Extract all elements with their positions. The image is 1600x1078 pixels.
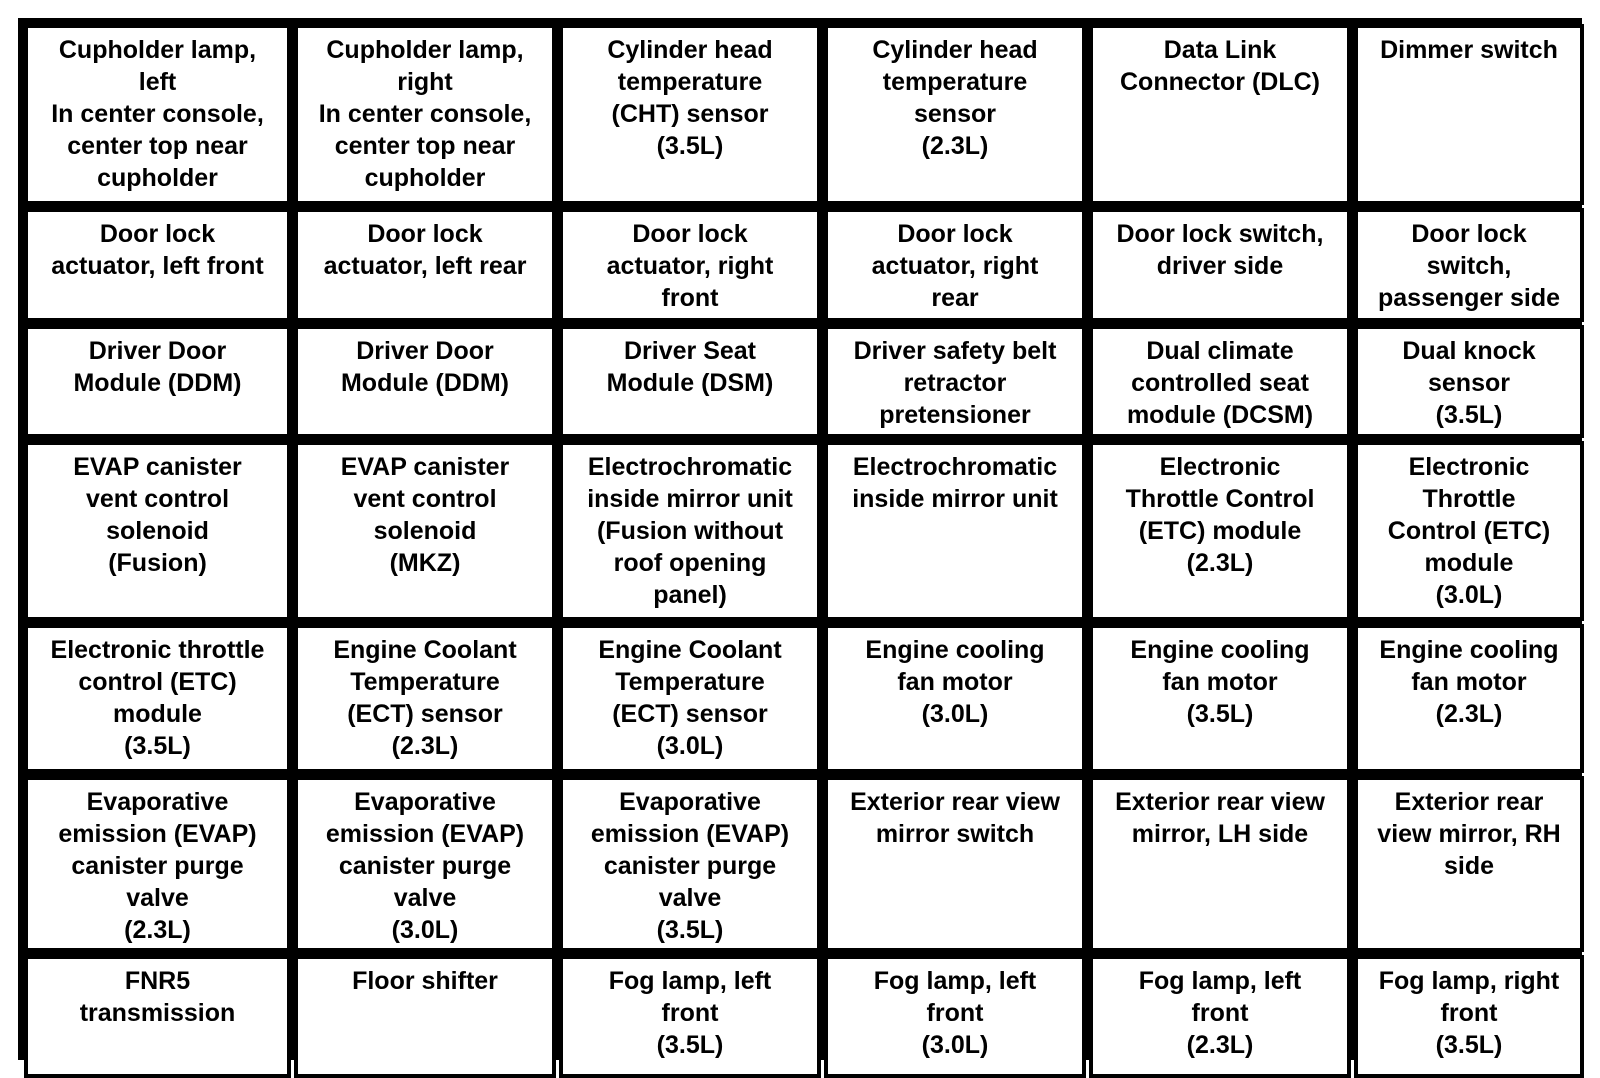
table-cell [294, 208, 556, 322]
cell-text: Engine Coolant Temperature (ECT) sensor (2.3L) [297, 627, 553, 770]
cell-text: Engine cooling fan motor (2.3L) [1357, 627, 1581, 770]
table-cell [24, 776, 291, 952]
table-cell [559, 208, 821, 322]
table-cell [24, 24, 291, 205]
table-cell [1089, 325, 1351, 438]
table-cell [294, 624, 556, 773]
cell-text: Driver Seat Module (DSM) [562, 328, 818, 435]
cell-text: FNR5 transmission [27, 958, 288, 1075]
table-cell [294, 325, 556, 438]
cell-text: Exterior rear view mirror switch [827, 779, 1083, 949]
table-cell [1354, 24, 1584, 205]
table-cell [24, 624, 291, 773]
table-cell [824, 441, 1086, 621]
cell-text: Door lock switch, passenger side [1357, 211, 1581, 319]
table-cell [824, 955, 1086, 1078]
cell-text: Door lock actuator, left front [27, 211, 288, 319]
table-cell [24, 441, 291, 621]
cell-text: Door lock actuator, right front [562, 211, 818, 319]
table-cell [1089, 624, 1351, 773]
table-cell [559, 441, 821, 621]
cell-text: Dual knock sensor (3.5L) [1357, 328, 1581, 435]
cell-text: Electrochromatic inside mirror unit [827, 444, 1083, 618]
table-cell [559, 325, 821, 438]
table-cell [1089, 208, 1351, 322]
table-cell [559, 955, 821, 1078]
table-cell [294, 441, 556, 621]
cell-text: Door lock actuator, right rear [827, 211, 1083, 319]
table-cell [294, 776, 556, 952]
cell-text: Dual climate controlled seat module (DCSM) [1092, 328, 1348, 435]
cell-text: Exterior rear view mirror, RH side [1357, 779, 1581, 949]
table-cell [24, 325, 291, 438]
cell-text: Door lock actuator, left rear [297, 211, 553, 319]
cell-text: Cupholder lamp, right In center console, center top near cupholder [297, 27, 553, 202]
table-cell [1089, 441, 1351, 621]
cell-text: Dimmer switch [1357, 27, 1581, 202]
cell-text: Evaporative emission (EVAP) canister purge valve (3.0L) [297, 779, 553, 949]
cell-text: Fog lamp, left front (3.5L) [562, 958, 818, 1075]
table-cell [294, 24, 556, 205]
table-cell [24, 955, 291, 1078]
cell-text: EVAP canister vent control solenoid (Fusion) [27, 444, 288, 618]
table-cell [294, 955, 556, 1078]
cell-text: Evaporative emission (EVAP) canister purge valve (3.5L) [562, 779, 818, 949]
cell-text: EVAP canister vent control solenoid (MKZ) [297, 444, 553, 618]
table-cell [559, 24, 821, 205]
cell-text: Fog lamp, left front (2.3L) [1092, 958, 1348, 1075]
table-cell [1354, 208, 1584, 322]
table-cell [824, 325, 1086, 438]
table-cell [1089, 776, 1351, 952]
cell-text: Engine cooling fan motor (3.5L) [1092, 627, 1348, 770]
cell-text: Data Link Connector (DLC) [1092, 27, 1348, 202]
cell-text: Driver Door Module (DDM) [27, 328, 288, 435]
table-cell [824, 24, 1086, 205]
table-cell [24, 208, 291, 322]
table-cell [559, 776, 821, 952]
cell-text: Driver Door Module (DDM) [297, 328, 553, 435]
cell-text: Door lock switch, driver side [1092, 211, 1348, 319]
table-cell [824, 208, 1086, 322]
table-cell [824, 624, 1086, 773]
cell-text: Exterior rear view mirror, LH side [1092, 779, 1348, 949]
cell-text: Driver safety belt retractor pretensioner [827, 328, 1083, 435]
component-location-table [18, 18, 1582, 1060]
table-cell [1089, 24, 1351, 205]
cell-text: Cupholder lamp, left In center console, center top near cupholder [27, 27, 288, 202]
table-cell [1354, 325, 1584, 438]
cell-text: Floor shifter [297, 958, 553, 1075]
table-cell [1354, 776, 1584, 952]
table-cell [1354, 441, 1584, 621]
cell-text: Cylinder head temperature sensor (2.3L) [827, 27, 1083, 202]
cell-text: Evaporative emission (EVAP) canister purge valve (2.3L) [27, 779, 288, 949]
cell-text: Electronic throttle control (ETC) module (3.5L) [27, 627, 288, 770]
cell-text: Engine Coolant Temperature (ECT) sensor (3.0L) [562, 627, 818, 770]
cell-text: Engine cooling fan motor (3.0L) [827, 627, 1083, 770]
table-cell [1354, 955, 1584, 1078]
table-cell [559, 624, 821, 773]
table-cell [824, 776, 1086, 952]
cell-text: Cylinder head temperature (CHT) sensor (3.5L) [562, 27, 818, 202]
cell-text: Electronic Throttle Control (ETC) module (2.3L) [1092, 444, 1348, 618]
cell-text: Fog lamp, left front (3.0L) [827, 958, 1083, 1075]
table-cell [1089, 955, 1351, 1078]
cell-text: Electronic Throttle Control (ETC) module (3.0L) [1357, 444, 1581, 618]
table-cell [1354, 624, 1584, 773]
cell-text: Electrochromatic inside mirror unit (Fusion without roof opening panel) [562, 444, 818, 618]
cell-text: Fog lamp, right front (3.5L) [1357, 958, 1581, 1075]
